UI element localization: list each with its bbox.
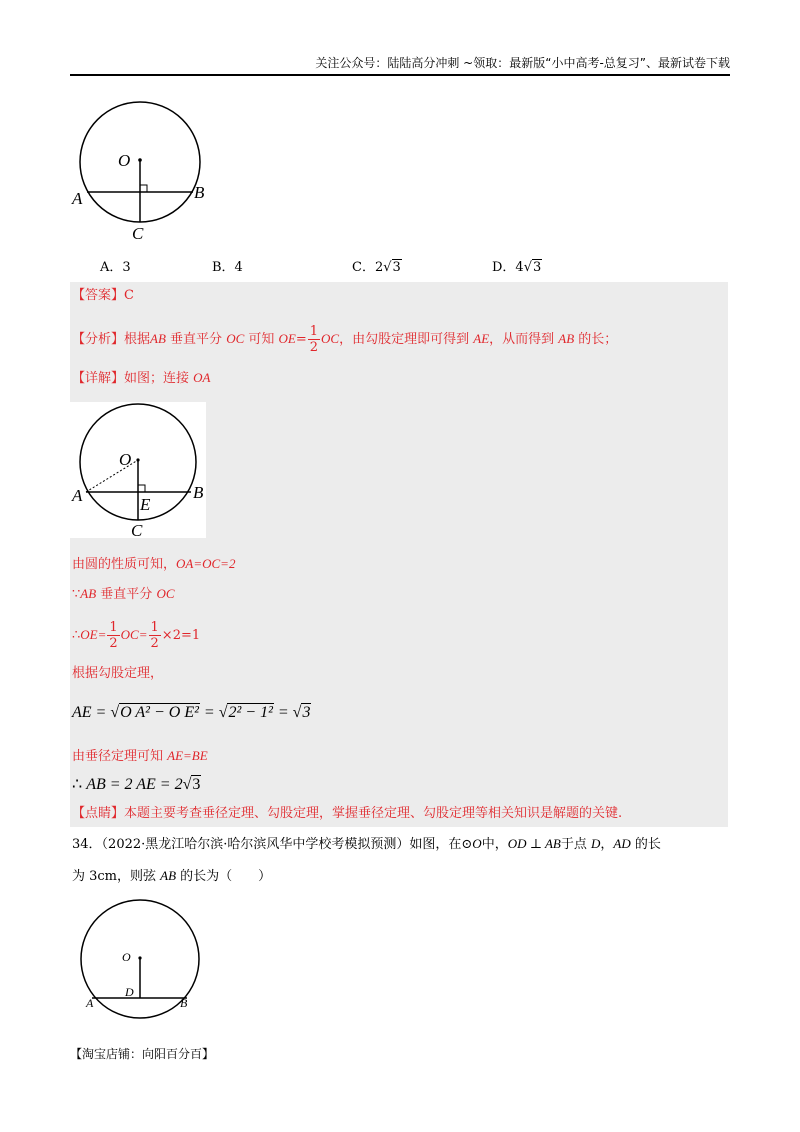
label-A: A — [86, 996, 94, 1010]
question-34-line-1: 34．（2022·黑龙江哈尔滨·哈尔滨风华中学校考模拟预测）如图，在⊙O中，OD ⊥ AB于点 D，AD 的长 — [72, 836, 661, 852]
step-7-equation: ∴ AB = 2 AE = 2√3 — [72, 776, 201, 793]
page-footer: 【淘宝店铺：向阳百分百】 — [70, 1047, 215, 1061]
answer-line: 【答案】C — [72, 288, 134, 303]
option-b: B．4 — [212, 260, 243, 275]
label-O: O — [122, 950, 131, 964]
detail-line: 【详解】如图；连接 OA — [72, 370, 211, 386]
step-2: ∵AB 垂直平分 OC — [72, 586, 175, 602]
label-O: O — [118, 151, 131, 170]
step-5-equation: AE = √O A² − O E² = √2² − 1² = √3 — [72, 704, 311, 721]
label-A: A — [72, 486, 83, 505]
label-B: B — [193, 483, 204, 502]
figure-circle-3 — [74, 898, 204, 1020]
label-C: C — [132, 224, 144, 243]
label-O: O — [119, 450, 132, 469]
option-d: D．4√3 — [492, 260, 542, 275]
label-B: B — [194, 183, 205, 202]
option-a: A．3 — [100, 260, 131, 275]
option-c: C．2√3 — [352, 260, 401, 275]
figure-circle-2 — [70, 402, 206, 538]
figure-circle-1 — [70, 92, 220, 247]
step-6: 由垂径定理可知 AE=BE — [72, 748, 208, 764]
step-4: 根据勾股定理， — [72, 666, 164, 681]
page-header: 关注公众号：陆陆高分冲刺 ~领取：最新版“小中高考-总复习”、最新试卷下载 — [70, 54, 730, 76]
analysis-line: 【分析】根据AB 垂直平分 OC 可知 OE= $\frac{1}{2}$ OC，由勾股定理即可得到 AE，从而得到 AB 的长； — [72, 324, 618, 355]
step-1: 由圆的性质可知，OA=OC=2 — [72, 556, 236, 572]
label-C: C — [131, 521, 143, 538]
label-D: D — [125, 985, 134, 999]
comment-line: 【点睛】本题主要考查垂径定理、勾股定理，掌握垂径定理、勾股定理等相关知识是解题的关键. — [72, 806, 623, 821]
question-34-line-2: 为 3cm，则弦 AB 的长为（ ） — [72, 868, 272, 884]
step-3: ∴OE= $\frac{1}{2}$ OC= $\frac{1}{2}$ ×2=1 — [72, 620, 201, 651]
label-B: B — [180, 996, 188, 1010]
label-E: E — [140, 495, 151, 514]
label-A: A — [72, 189, 83, 208]
fraction-half: $\frac{1}{2}$ — [309, 324, 319, 355]
